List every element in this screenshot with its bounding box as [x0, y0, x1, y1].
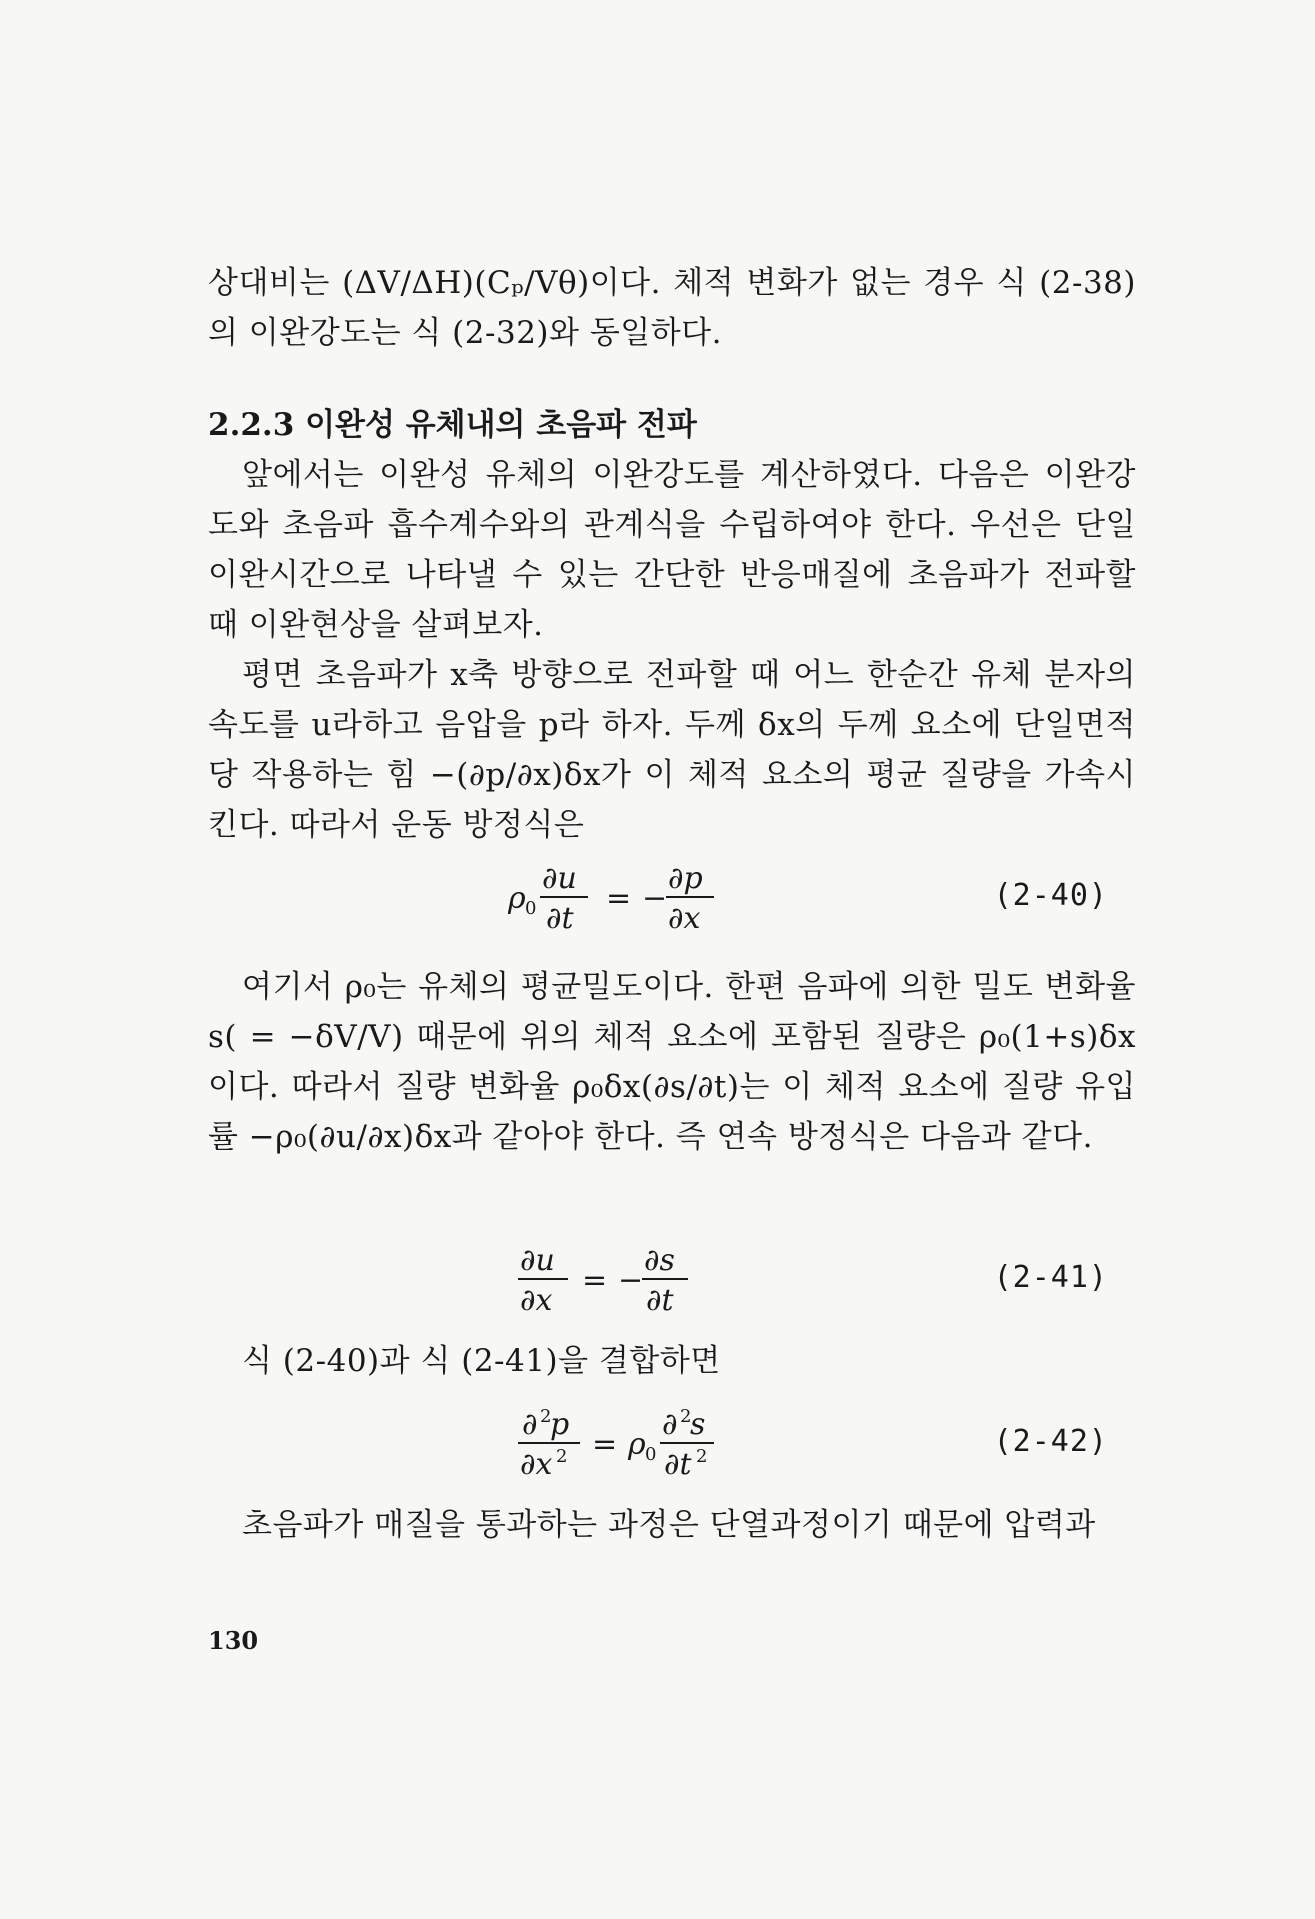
svg-text:∂s: ∂s	[644, 1243, 675, 1278]
paragraph-6: 초음파가 매질을 통과하는 과정은 단열과정이기 때문에 압력과	[242, 1507, 1096, 1543]
svg-text:∂x: ∂x	[520, 1283, 553, 1318]
svg-text:0: 0	[525, 898, 537, 919]
equation-body	[518, 1240, 778, 1320]
svg-text:∂t: ∂t	[646, 1283, 674, 1318]
svg-text:ρ: ρ	[508, 881, 526, 916]
svg-text:2: 2	[696, 1446, 708, 1467]
svg-text:∂: ∂	[662, 1407, 678, 1442]
paragraph-intro	[208, 258, 1136, 358]
svg-text:∂u: ∂u	[520, 1243, 555, 1278]
svg-text:2: 2	[680, 1406, 692, 1427]
svg-text:∂t: ∂t	[546, 901, 574, 936]
section-heading: 2.2.3 이완성 유체내의 초음파 전파	[208, 407, 697, 443]
equation-body	[518, 1404, 798, 1484]
paragraph-2: 앞에서는 이완성 유체의 이완강도를 계산하였다. 다음은 이완강도와 초음파 흡수계수와의 관계식을 수립하여야 한다. 우선은 단일 이완시간으로 나타낼 수 있는 간단한 반응매질에 초음파가 전파할 때 이완현상을 살펴보자.	[208, 457, 1136, 643]
svg-text:−: −	[642, 881, 668, 916]
paragraph-continuity	[208, 962, 1136, 1162]
svg-text:2: 2	[540, 1406, 552, 1427]
svg-text:∂: ∂	[522, 1407, 538, 1442]
equation-number: (2-40)	[993, 878, 1108, 913]
paragraph-3: 평면 초음파가 x축 방향으로 전파할 때 어느 한순간 유체 분자의 속도를 u라하고 음압을 p라 하자. 두께 δx의 두께 요소에 단일면적당 작용하는 힘 −(∂p/∂x)δx가 이 체적 요소의 평균 질량을 가속시킨다. 따라서 운동 방정식은	[208, 657, 1136, 843]
section-2-2-3	[208, 400, 1136, 850]
paragraph-1: 상대비는 (ΔV/ΔH)(Cₚ/Vθ)이다. 체적 변화가 없는 경우 식 (2-38)의 이완강도는 식 (2-32)와 동일하다.	[208, 265, 1136, 351]
svg-text:0: 0	[645, 1444, 657, 1465]
paragraph-4: 여기서 ρ₀는 유체의 평균밀도이다. 한편 음파에 의한 밀도 변화율 s( = −δV/V) 때문에 위의 체적 요소에 포함된 질량은 ρ₀(1+s)δx이다. 따라서 질량 변화율 ρ₀δx(∂s/∂t)는 이 체적 요소에 질량 유입률 −ρ₀(∂u/∂x)δx과 같아야 한다. 즉 연속 방정식은 다음과 같다.	[208, 969, 1136, 1155]
equation-2-40	[208, 858, 1108, 938]
svg-text:∂x: ∂x	[668, 901, 701, 936]
paragraph-adiabatic	[208, 1500, 1136, 1550]
svg-text:=: =	[606, 881, 632, 916]
equation-number: (2-42)	[993, 1424, 1108, 1459]
svg-text:p: p	[550, 1407, 570, 1442]
paragraph-combine	[208, 1336, 1136, 1386]
svg-text:=: =	[582, 1263, 608, 1298]
svg-text:s: s	[690, 1407, 706, 1442]
svg-text:∂x: ∂x	[520, 1447, 553, 1482]
svg-text:ρ: ρ	[628, 1427, 646, 1462]
equation-2-41	[208, 1240, 1108, 1320]
svg-text:=: =	[592, 1427, 618, 1462]
svg-text:2: 2	[556, 1446, 568, 1467]
page-number: 130	[208, 1626, 259, 1655]
svg-text:−: −	[618, 1263, 644, 1298]
equation-2-42	[208, 1404, 1108, 1484]
svg-text:∂u: ∂u	[542, 861, 577, 896]
svg-text:∂t: ∂t	[664, 1447, 692, 1482]
equation-body	[508, 858, 808, 938]
paragraph-5: 식 (2-40)과 식 (2-41)을 결합하면	[242, 1343, 721, 1379]
equation-number: (2-41)	[993, 1260, 1108, 1295]
svg-text:∂p: ∂p	[668, 861, 703, 896]
